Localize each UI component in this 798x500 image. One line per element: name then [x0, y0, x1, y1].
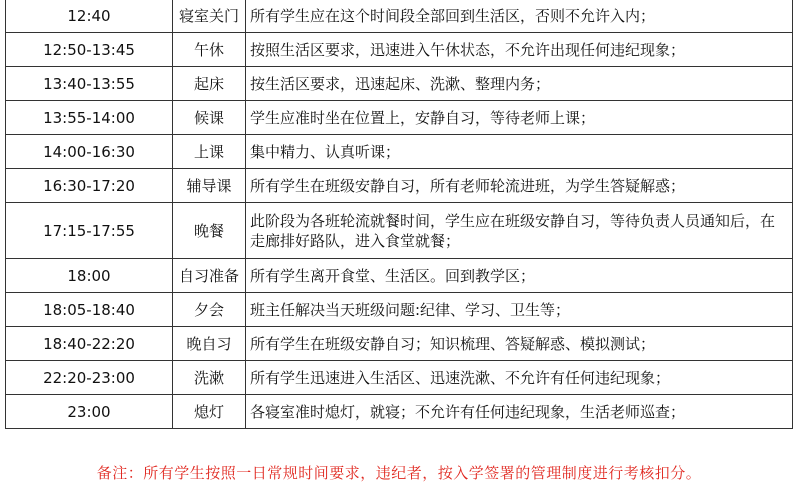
activity-cell: 上课 [173, 135, 246, 169]
table-row [6, 259, 793, 293]
activity-cell: 晚餐 [173, 203, 246, 259]
schedule-table [5, 0, 793, 429]
time-cell: 18:05-18:40 [6, 293, 173, 327]
time-cell: 18:00 [6, 259, 173, 293]
table-row [6, 0, 793, 33]
rule-cell: 所有学生在班级安静自习，所有老师轮流进班，为学生答疑解惑； [246, 169, 793, 203]
time-cell: 13:40-13:55 [6, 67, 173, 101]
activity-cell: 熄灯 [173, 395, 246, 429]
table-row [6, 135, 793, 169]
table-row [6, 101, 793, 135]
activity-cell: 辅导课 [173, 169, 246, 203]
rule-cell: 按生活区要求，迅速起床、洗漱、整理内务； [246, 67, 793, 101]
activity-cell: 夕会 [173, 293, 246, 327]
rule-cell: 按照生活区要求，迅速进入午休状态，不允许出现任何违纪现象； [246, 33, 793, 67]
table-row [6, 361, 793, 395]
time-cell: 13:55-14:00 [6, 101, 173, 135]
table-row [6, 395, 793, 429]
activity-cell: 晚自习 [173, 327, 246, 361]
rule-cell: 所有学生离开食堂、生活区。回到教学区； [246, 259, 793, 293]
time-cell: 12:40 [6, 0, 173, 33]
activity-cell: 自习准备 [173, 259, 246, 293]
activity-cell: 寝室关门 [173, 0, 246, 33]
table-row [6, 327, 793, 361]
time-cell: 23:00 [6, 395, 173, 429]
rule-cell: 此阶段为各班轮流就餐时间，学生应在班级安静自习，等待负责人员通知后，在走廊排好路队，进入食堂就餐； [246, 203, 793, 259]
rule-cell: 所有学生迅速进入生活区、迅速洗漱、不允许有任何违纪现象； [246, 361, 793, 395]
rule-cell: 所有学生应在这个时间段全部回到生活区，否则不允许入内； [246, 0, 793, 33]
rule-cell: 班主任解决当天班级问题:纪律、学习、卫生等； [246, 293, 793, 327]
activity-cell: 午休 [173, 33, 246, 67]
table-row [6, 293, 793, 327]
remark-note: 备注：所有学生按照一日常规时间要求，违纪者，按入学签署的管理制度进行考核扣分。 [96, 464, 702, 482]
time-cell: 12:50-13:45 [6, 33, 173, 67]
rule-cell: 各寝室准时熄灯，就寝；不允许有任何违纪现象，生活老师巡查； [246, 395, 793, 429]
time-cell: 17:15-17:55 [6, 203, 173, 259]
table-row [6, 33, 793, 67]
time-cell: 14:00-16:30 [6, 135, 173, 169]
activity-cell: 洗漱 [173, 361, 246, 395]
time-cell: 16:30-17:20 [6, 169, 173, 203]
table-row [6, 67, 793, 101]
time-cell: 18:40-22:20 [6, 327, 173, 361]
rule-cell: 所有学生在班级安静自习；知识梳理、答疑解惑、模拟测试； [246, 327, 793, 361]
rule-cell: 集中精力、认真听课； [246, 135, 793, 169]
table-row [6, 203, 793, 259]
time-cell: 22:20-23:00 [6, 361, 173, 395]
activity-cell: 起床 [173, 67, 246, 101]
activity-cell: 候课 [173, 101, 246, 135]
table-row [6, 169, 793, 203]
rule-cell: 学生应准时坐在位置上，安静自习，等待老师上课； [246, 101, 793, 135]
